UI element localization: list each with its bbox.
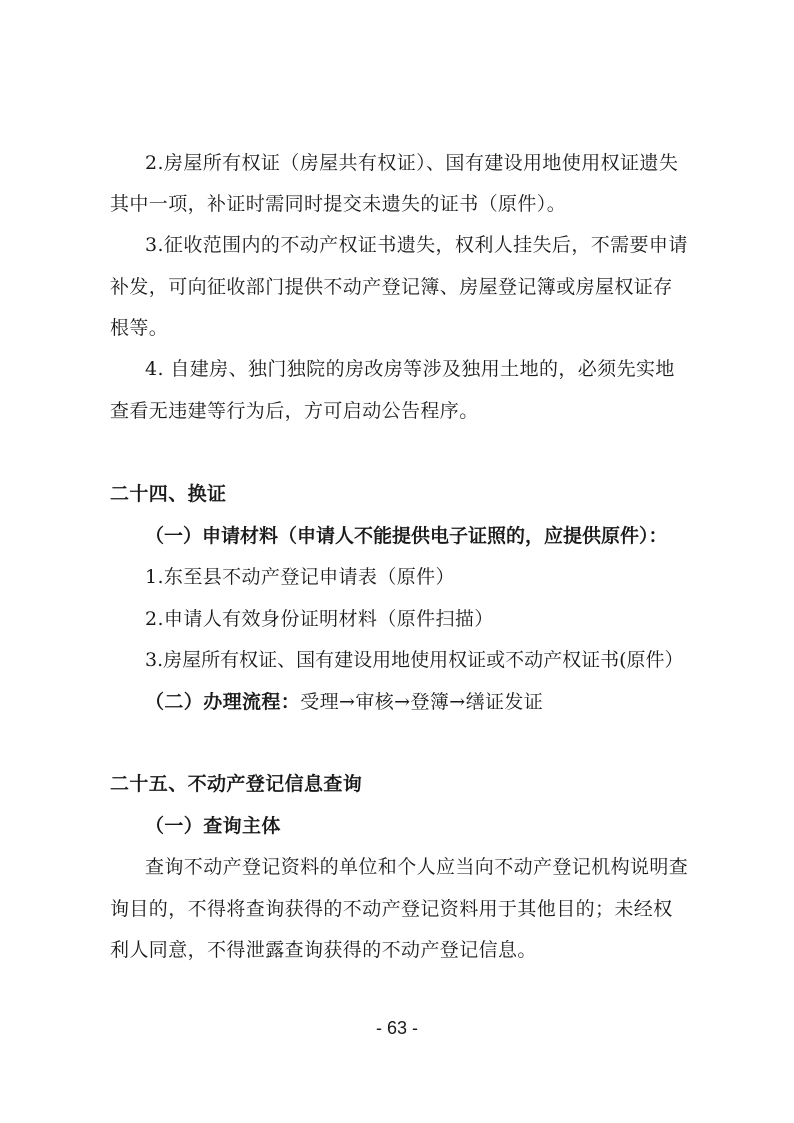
item4-line1: 4. 自建房、独门独院的房改房等涉及独用土地的，必须先实地 <box>145 358 675 380</box>
section25-para-line2: 询目的，不得将查询获得的不动产登记资料用于其他目的；未经权 <box>110 898 673 920</box>
item3-line1: 3.征收范围内的不动产权证书遗失，权利人挂失后，不需要申请 <box>145 234 688 256</box>
section24-sub2-label: （二）办理流程： <box>145 691 301 713</box>
page-number: - 63 - <box>375 1018 418 1038</box>
section24-sub2-text: 受理→审核→登簿→缮证发证 <box>300 691 544 713</box>
section25-para-line1: 查询不动产登记资料的单位和个人应当向不动产登记机构说明查 <box>145 856 689 878</box>
item4-line2: 查看无违建等行为后，方可启动公告程序。 <box>110 400 479 422</box>
section24-item1: 1.东至县不动产登记申请表（原件） <box>145 566 455 588</box>
item2-line2: 其中一项，补证时需同时提交未遗失的证书（原件）。 <box>110 193 567 215</box>
section25-para-line3: 利人同意，不得泄露查询获得的不动产登记信息。 <box>110 939 537 961</box>
section24-item3: 3.房屋所有权证、国有建设用地使用权证或不动产权证书(原件） <box>145 649 684 671</box>
section24-sub2 <box>145 690 543 714</box>
item3-line2: 补发，可向征收部门提供不动产登记簿、房屋登记簿或房屋权证存 <box>110 276 673 298</box>
section24-sub1-heading: （一）申请材料（申请人不能提供电子证照的，应提供原件）： <box>145 525 668 547</box>
item3-line3: 根等。 <box>110 317 169 339</box>
section24-heading: 二十四、换证 <box>110 483 227 505</box>
section24-item2: 2.申请人有效身份证明材料（原件扫描） <box>145 608 494 630</box>
item2-line1: 2.房屋所有权证（房屋共有权证）、国有建设用地使用权证遗失 <box>145 152 679 174</box>
section25-sub1-heading: （一）查询主体 <box>145 815 281 837</box>
section25-heading: 二十五、不动产登记信息查询 <box>110 773 363 795</box>
